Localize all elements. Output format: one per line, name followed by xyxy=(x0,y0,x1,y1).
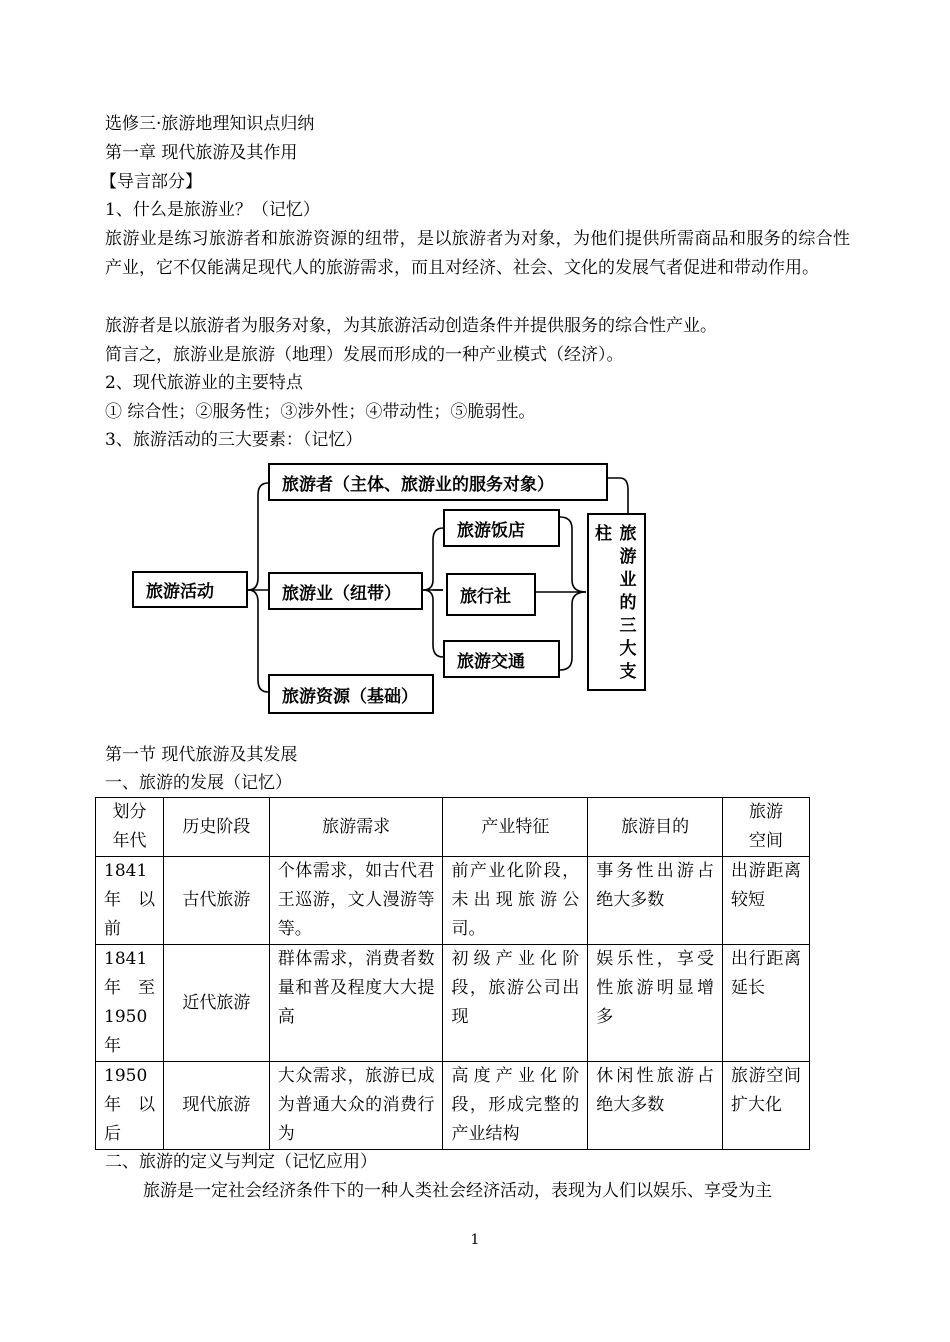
table-cell: 群体需求，消费者数量和普及程度大大提高 xyxy=(269,945,443,1062)
subsection-2-heading: 二、旅游的定义与判定（记忆应用） xyxy=(105,1152,377,1172)
pillars-tail: 柱 xyxy=(595,524,612,544)
table-header: 旅游空间 xyxy=(723,798,810,857)
table-cell: 娱乐性，享受性旅游明显增多 xyxy=(588,945,723,1062)
table-cell: 前产业化阶段，未出现旅游公司。 xyxy=(443,857,588,945)
table-cell: 高度产业化阶段，形成完整的产业结构 xyxy=(443,1062,588,1150)
table-row xyxy=(96,857,810,945)
question-3: 3、旅游活动的三大要素：（记忆） xyxy=(105,430,363,450)
question-1: 1、什么是旅游业？（记忆） xyxy=(105,200,320,220)
diagram-hotel: 旅游饭店 xyxy=(443,509,560,547)
diagram-transport: 旅游交通 xyxy=(443,640,560,678)
table-cell: 出游距离较短 xyxy=(723,857,810,945)
question-2: 2、现代旅游业的主要特点 xyxy=(105,373,303,393)
table-cell: 近代旅游 xyxy=(163,945,269,1062)
diagram-root: 旅游活动 xyxy=(132,571,248,608)
table-cell: 个体需求，如古代君王巡游，文人漫游等等。 xyxy=(269,857,443,945)
features-list: ① 综合性；②服务性；③涉外性；④带动性；⑤脆弱性。 xyxy=(105,402,536,422)
table-cell: 1950年以后 xyxy=(96,1062,164,1150)
table-row xyxy=(96,1062,810,1150)
table-cell: 大众需求，旅游已成为普通大众的消费行为 xyxy=(269,1062,443,1150)
page-number: 1 xyxy=(470,1232,480,1248)
table-header: 划分年代 xyxy=(96,798,164,857)
paragraph-1: 旅游业是练习旅游者和旅游资源的纽带，是以旅游者为对象，为他们提供所需商品和服务的综合性产业，它不仅能满足现代人的旅游需求，而且对经济、社会、文化的发展气者促进和带动作用。 xyxy=(105,229,850,278)
chapter-heading: 第一章 现代旅游及其作用 xyxy=(105,143,298,163)
table-header: 旅游目的 xyxy=(588,798,723,857)
table-cell: 事务性出游占绝大多数 xyxy=(588,857,723,945)
pillars-main: 旅游业的三大支 xyxy=(619,524,637,682)
section-1-heading: 第一节 现代旅游及其发展 xyxy=(105,745,298,765)
table-cell: 初级产业化阶段，旅游公司出现 xyxy=(443,945,588,1062)
intro-heading: 【导言部分】 xyxy=(100,172,202,192)
diagram-industry: 旅游业（纽带） xyxy=(268,572,423,610)
diagram-resource: 旅游资源（基础） xyxy=(268,674,434,714)
table-header: 旅游需求 xyxy=(269,798,443,857)
diagram-pillars xyxy=(587,513,646,691)
table-header-row xyxy=(96,798,810,857)
table-header: 产业特征 xyxy=(443,798,588,857)
diagram-tourist: 旅游者（主体、旅游业的服务对象） xyxy=(268,463,608,501)
table-cell: 1841年至1950年 xyxy=(96,945,164,1062)
table-cell: 出行距离延长 xyxy=(723,945,810,1062)
subsection-1-heading: 一、旅游的发展（记忆） xyxy=(105,773,292,793)
table-cell: 现代旅游 xyxy=(163,1062,269,1150)
table-cell: 休闲性旅游占绝大多数 xyxy=(588,1062,723,1150)
table-row xyxy=(96,945,810,1062)
paragraph-last: 旅游是一定社会经济条件下的一种人类社会经济活动，表现为人们以娱乐、享受为主 xyxy=(143,1181,772,1201)
table-header: 历史阶段 xyxy=(163,798,269,857)
paragraph-3: 简言之，旅游业是旅游（地理）发展而形成的一种产业模式（经济）。 xyxy=(105,345,624,365)
table-cell: 旅游空间扩大化 xyxy=(723,1062,810,1150)
tourism-development-table xyxy=(95,797,810,1150)
paragraph-2: 旅游者是以旅游者为服务对象，为其旅游活动创造条件并提供服务的综合性产业。 xyxy=(105,316,717,336)
doc-title: 选修三·旅游地理知识点归纳 xyxy=(105,114,315,134)
table-cell: 古代旅游 xyxy=(163,857,269,945)
diagram-agency: 旅行社 xyxy=(446,573,536,616)
table-cell: 1841年以前 xyxy=(96,857,164,945)
